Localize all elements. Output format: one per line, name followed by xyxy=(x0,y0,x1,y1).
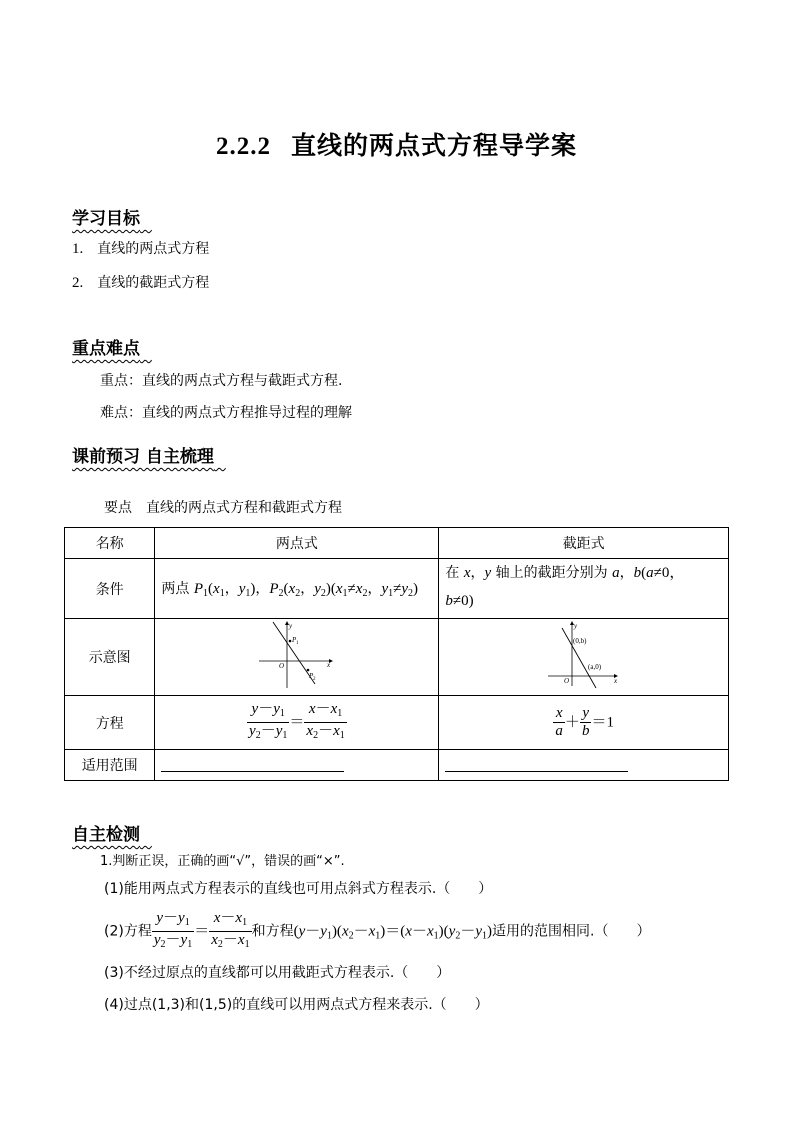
section-heading-key: 重点难点 xyxy=(72,339,140,359)
svg-text:2: 2 xyxy=(312,677,316,682)
intercept-range-blank xyxy=(439,750,729,781)
goal-item-2: 2. 直线的截距式方程 xyxy=(72,275,210,291)
svg-text:O: O xyxy=(278,662,284,670)
two-point-equation: $\frac{y-y_1}{y_2-y_1}$ ＝ $\frac{x-x_1}{x_2-x_1}$ xyxy=(155,696,439,750)
svg-text:y: y xyxy=(573,622,577,630)
document-title xyxy=(0,126,793,162)
svg-text:P: P xyxy=(291,636,297,644)
svg-text:y: y xyxy=(288,622,292,630)
row-label-diagram: 示意图 xyxy=(65,619,155,696)
question-3: (3)不经过原点的直线都可以用截距式方程表示.（ ） xyxy=(104,965,451,981)
header-intercept: 截距式 xyxy=(439,528,729,559)
table-row-equation xyxy=(65,696,729,750)
table-row-diagram xyxy=(65,619,729,696)
svg-text:(a,0): (a,0) xyxy=(587,663,601,671)
intercept-condition: 在 x，y 轴上的截距分别为 a，b(a≠0， b≠0) xyxy=(439,559,729,619)
title-number: 2.2.2 xyxy=(215,133,271,160)
topic-line: 要点 直线的两点式方程和截距式方程 xyxy=(104,500,342,516)
two-point-diagram xyxy=(155,619,439,696)
row-label-condition: 条件 xyxy=(65,559,155,619)
formula-table xyxy=(64,527,729,781)
question-1: (1)能用两点式方程表示的直线也可用点斜式方程表示.（ ） xyxy=(104,881,493,897)
row-label-range: 适用范围 xyxy=(65,750,155,781)
header-name: 名称 xyxy=(65,528,155,559)
intercept-graph-icon xyxy=(544,620,624,690)
difficulty-point: 难点：直线的两点式方程推导过程的理解 xyxy=(100,405,352,421)
section-heading-goals: 学习目标 xyxy=(72,209,140,229)
svg-text:x: x xyxy=(613,677,617,685)
svg-text:x: x xyxy=(326,661,330,669)
table-row-range xyxy=(65,750,729,781)
row-label-equation: 方程 xyxy=(65,696,155,750)
two-point-condition: 两点 $P_1(x_1$，$y_1$)，$P_2(x_2$，$y_2)(x_1\ne x_2$，$y_1\ne y_2$) xyxy=(155,559,439,619)
svg-text:P: P xyxy=(308,672,314,680)
table-row-condition xyxy=(65,559,729,619)
question-4: (4)过点(1,3)和(1,5)的直线可以用两点式方程来表示.（ ） xyxy=(104,997,489,1013)
question-2: (2)方程 $\frac{y-y_1}{y_2-y_1}$ ＝ $\frac{x-x_1}{x_2-x_1}$ 和方程$(y-y_1)(x_2-x_1)=(x-x_1)(y_2-y_1)$适用的范围相同.（ ） xyxy=(104,910,651,950)
intercept-equation: $\frac{x}{a}$ ＋ $\frac{y}{b}$ ＝1 xyxy=(439,696,729,750)
section-heading-check: 自主检测 xyxy=(72,825,140,845)
svg-text:O: O xyxy=(563,677,569,685)
check-intro: 1.判断正误，正确的画“√”，错误的画“×”. xyxy=(100,854,345,869)
title-text: 直线的两点式方程导学案 xyxy=(290,131,577,160)
svg-text:1: 1 xyxy=(295,641,299,646)
svg-text:(0,b): (0,b) xyxy=(572,637,587,645)
two-point-graph-icon xyxy=(257,620,337,690)
intercept-diagram xyxy=(439,619,729,696)
goal-item-1: 1. 直线的两点式方程 xyxy=(72,241,210,257)
table-header-row xyxy=(65,528,729,559)
header-two-point: 两点式 xyxy=(155,528,439,559)
two-point-range-blank xyxy=(155,750,439,781)
section-heading-preview: 课前预习 自主梳理 xyxy=(72,447,214,467)
key-point: 重点：直线的两点式方程与截距式方程. xyxy=(100,373,343,389)
